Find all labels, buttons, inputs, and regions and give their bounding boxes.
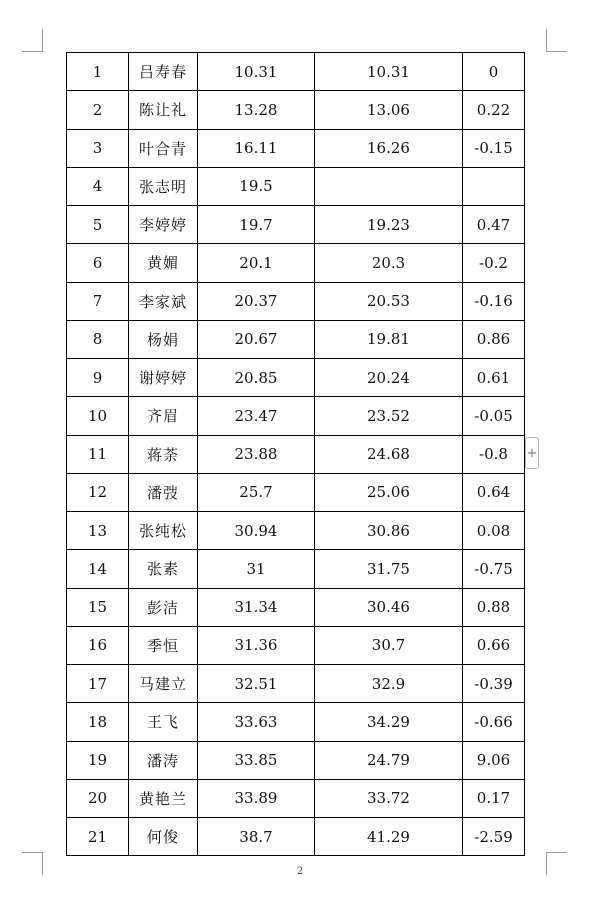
cell-index: 13 xyxy=(67,512,129,550)
cell-value-1: 23.47 xyxy=(198,397,315,435)
cell-name: 王飞 xyxy=(129,703,198,741)
cell-value-1: 25.7 xyxy=(198,473,315,511)
table-row xyxy=(67,741,525,779)
table-row xyxy=(67,359,525,397)
cell-value-2: 16.26 xyxy=(315,129,463,167)
cell-value-1: 33.63 xyxy=(198,703,315,741)
cell-value-1: 10.31 xyxy=(198,53,315,91)
cell-difference: -0.8 xyxy=(463,435,525,473)
cell-index: 15 xyxy=(67,588,129,626)
cell-index: 14 xyxy=(67,550,129,588)
table-row xyxy=(67,703,525,741)
cell-value-1: 13.28 xyxy=(198,91,315,129)
page-corner-mark-top-right xyxy=(546,29,567,52)
table-row xyxy=(67,320,525,358)
cell-value-1: 33.89 xyxy=(198,779,315,817)
cell-difference: -2.59 xyxy=(463,818,525,856)
cell-name: 张纯松 xyxy=(129,512,198,550)
cell-value-1: 31.36 xyxy=(198,626,315,664)
table-row xyxy=(67,397,525,435)
table-row xyxy=(67,91,525,129)
cell-name: 吕寿春 xyxy=(129,53,198,91)
cell-difference: 9.06 xyxy=(463,741,525,779)
cell-index: 1 xyxy=(67,53,129,91)
table-row xyxy=(67,473,525,511)
cell-difference: -0.05 xyxy=(463,397,525,435)
cell-difference: 0.22 xyxy=(463,91,525,129)
table-row xyxy=(67,244,525,282)
cell-difference: 0.17 xyxy=(463,779,525,817)
cell-index: 4 xyxy=(67,167,129,205)
cell-difference: 0.47 xyxy=(463,206,525,244)
cell-index: 2 xyxy=(67,91,129,129)
cell-difference: 0.88 xyxy=(463,588,525,626)
cell-index: 16 xyxy=(67,626,129,664)
cell-index: 11 xyxy=(67,435,129,473)
table-row xyxy=(67,129,525,167)
cell-value-2: 24.68 xyxy=(315,435,463,473)
cell-value-1: 31.34 xyxy=(198,588,315,626)
table-row xyxy=(67,550,525,588)
add-row-button[interactable] xyxy=(525,437,539,469)
cell-name: 潘涛 xyxy=(129,741,198,779)
cell-value-2: 24.79 xyxy=(315,741,463,779)
table-row xyxy=(67,626,525,664)
cell-difference xyxy=(463,167,525,205)
cell-value-1: 38.7 xyxy=(198,818,315,856)
cell-value-2: 10.31 xyxy=(315,53,463,91)
cell-value-2: 30.86 xyxy=(315,512,463,550)
cell-difference: 0.86 xyxy=(463,320,525,358)
cell-value-2: 30.7 xyxy=(315,626,463,664)
cell-index: 3 xyxy=(67,129,129,167)
table-row xyxy=(67,818,525,856)
cell-difference: -0.2 xyxy=(463,244,525,282)
cell-index: 7 xyxy=(67,282,129,320)
data-table xyxy=(66,52,525,856)
cell-index: 17 xyxy=(67,665,129,703)
cell-index: 5 xyxy=(67,206,129,244)
cell-value-2: 31.75 xyxy=(315,550,463,588)
cell-index: 19 xyxy=(67,741,129,779)
cell-name: 齐眉 xyxy=(129,397,198,435)
cell-value-2: 34.29 xyxy=(315,703,463,741)
page-number: 2 xyxy=(296,866,304,877)
cell-value-2: 41.29 xyxy=(315,818,463,856)
cell-value-2: 19.23 xyxy=(315,206,463,244)
cell-value-1: 23.88 xyxy=(198,435,315,473)
cell-name: 谢婷婷 xyxy=(129,359,198,397)
cell-value-2: 19.81 xyxy=(315,320,463,358)
cell-name: 李家斌 xyxy=(129,282,198,320)
cell-name: 季恒 xyxy=(129,626,198,664)
cell-name: 黄艳兰 xyxy=(129,779,198,817)
cell-value-1: 20.37 xyxy=(198,282,315,320)
cell-difference: 0.61 xyxy=(463,359,525,397)
cell-difference: -0.15 xyxy=(463,129,525,167)
cell-name: 彭洁 xyxy=(129,588,198,626)
cell-value-2: 20.24 xyxy=(315,359,463,397)
table-row xyxy=(67,588,525,626)
cell-name: 蒋荼 xyxy=(129,435,198,473)
cell-value-1: 19.7 xyxy=(198,206,315,244)
cell-name: 李婷婷 xyxy=(129,206,198,244)
cell-value-1: 16.11 xyxy=(198,129,315,167)
cell-value-2: 13.06 xyxy=(315,91,463,129)
cell-index: 6 xyxy=(67,244,129,282)
cell-index: 10 xyxy=(67,397,129,435)
cell-value-2: 25.06 xyxy=(315,473,463,511)
cell-value-1: 20.1 xyxy=(198,244,315,282)
cell-difference: -0.16 xyxy=(463,282,525,320)
cell-index: 20 xyxy=(67,779,129,817)
cell-name: 马建立 xyxy=(129,665,198,703)
cell-value-2: 32.9 xyxy=(315,665,463,703)
cell-name: 张志明 xyxy=(129,167,198,205)
table-row xyxy=(67,53,525,91)
cell-value-2: 20.3 xyxy=(315,244,463,282)
table-row xyxy=(67,435,525,473)
table-row xyxy=(67,282,525,320)
cell-difference: -0.75 xyxy=(463,550,525,588)
table-row xyxy=(67,206,525,244)
page-corner-mark-top-left xyxy=(22,29,43,52)
cell-value-1: 20.67 xyxy=(198,320,315,358)
cell-value-2: 20.53 xyxy=(315,282,463,320)
table-body xyxy=(67,53,525,856)
cell-difference: 0.66 xyxy=(463,626,525,664)
cell-index: 21 xyxy=(67,818,129,856)
cell-difference: 0 xyxy=(463,53,525,91)
cell-index: 18 xyxy=(67,703,129,741)
cell-difference: -0.39 xyxy=(463,665,525,703)
cell-value-1: 30.94 xyxy=(198,512,315,550)
cell-difference: 0.64 xyxy=(463,473,525,511)
cell-value-1: 33.85 xyxy=(198,741,315,779)
cell-difference: -0.66 xyxy=(463,703,525,741)
cell-value-2: 23.52 xyxy=(315,397,463,435)
cell-difference: 0.08 xyxy=(463,512,525,550)
plus-icon: + xyxy=(526,445,538,461)
cell-index: 9 xyxy=(67,359,129,397)
cell-value-1: 19.5 xyxy=(198,167,315,205)
cell-name: 陈让礼 xyxy=(129,91,198,129)
table-row xyxy=(67,779,525,817)
cell-name: 何俊 xyxy=(129,818,198,856)
table-row xyxy=(67,512,525,550)
cell-name: 叶合青 xyxy=(129,129,198,167)
cell-value-1: 32.51 xyxy=(198,665,315,703)
cell-name: 潘弢 xyxy=(129,473,198,511)
table-row xyxy=(67,167,525,205)
table-row xyxy=(67,665,525,703)
cell-value-1: 31 xyxy=(198,550,315,588)
cell-name: 杨娟 xyxy=(129,320,198,358)
cell-value-2 xyxy=(315,167,463,205)
cell-name: 张素 xyxy=(129,550,198,588)
cell-index: 8 xyxy=(67,320,129,358)
cell-value-1: 20.85 xyxy=(198,359,315,397)
cell-index: 12 xyxy=(67,473,129,511)
cell-value-2: 33.72 xyxy=(315,779,463,817)
cell-value-2: 30.46 xyxy=(315,588,463,626)
cell-name: 黄媚 xyxy=(129,244,198,282)
